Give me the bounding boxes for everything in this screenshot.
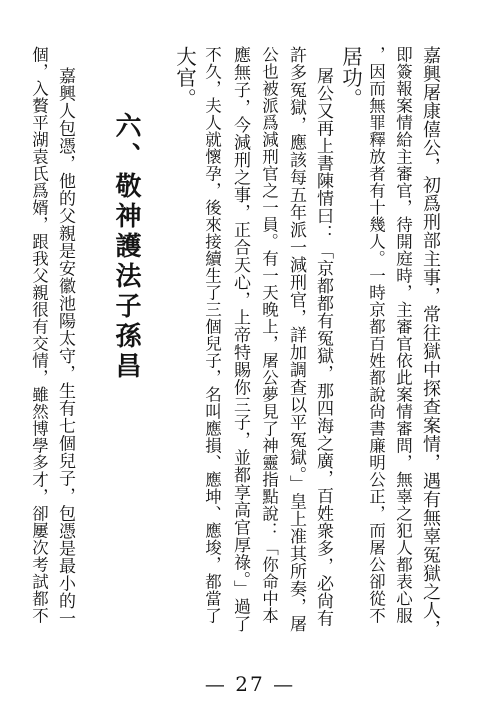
- text-column-2: 即簽報案情給主審官，待開庭時，主審官依此案情審問，無辜之犯人都表心服: [393, 46, 413, 624]
- text-column-10: 大官。: [172, 46, 197, 109]
- text-column-11: 嘉興人包憑，他的父親是安徽池陽太守，生有七個兒子，包憑是最小的一: [55, 67, 75, 627]
- text-column-5: 屠公又再上書陳情曰：「京都都有冤獄，那四海之廣，百姓衆多，必尙有: [313, 67, 333, 627]
- text-column-3: ，因而無罪釋放者有十幾人。一時京都百姓都說尙書廉明公正，而屠公卻從不: [366, 46, 386, 624]
- section-heading: 六、敬神護法子孫昌: [111, 112, 141, 382]
- text-column-1: 嘉興屠康僖公，初爲刑部主事，常往獄中探查案情，遇有無辜冤獄之人，: [420, 46, 441, 638]
- text-column-9: 不久，夫人就懷孕，後來接續生了三個兒子，名叫應損、應坤、應埈，都當了: [202, 46, 222, 624]
- text-column-4: 居功。: [338, 46, 363, 109]
- page-number: — 27 —: [204, 672, 296, 696]
- text-column-7: 公也被派爲減刑官之一員。有一天晚上，屠公夢見了神靈指點說：「你命中本: [259, 46, 279, 624]
- text-column-6: 許多冤獄，應該每五年派一減刑官，詳加調查以平冤獄。」皇上准其所奏，屠: [286, 46, 306, 633]
- text-column-8: 應無子，今減刑之事，正合天心，上帝特賜你三子，並都享高官厚祿。」過了: [230, 46, 250, 633]
- text-column-12: 個，入贅平湖袁氏爲婿，跟我父親很有交情，雖然博學多才，卻屢次考試都不: [29, 46, 49, 624]
